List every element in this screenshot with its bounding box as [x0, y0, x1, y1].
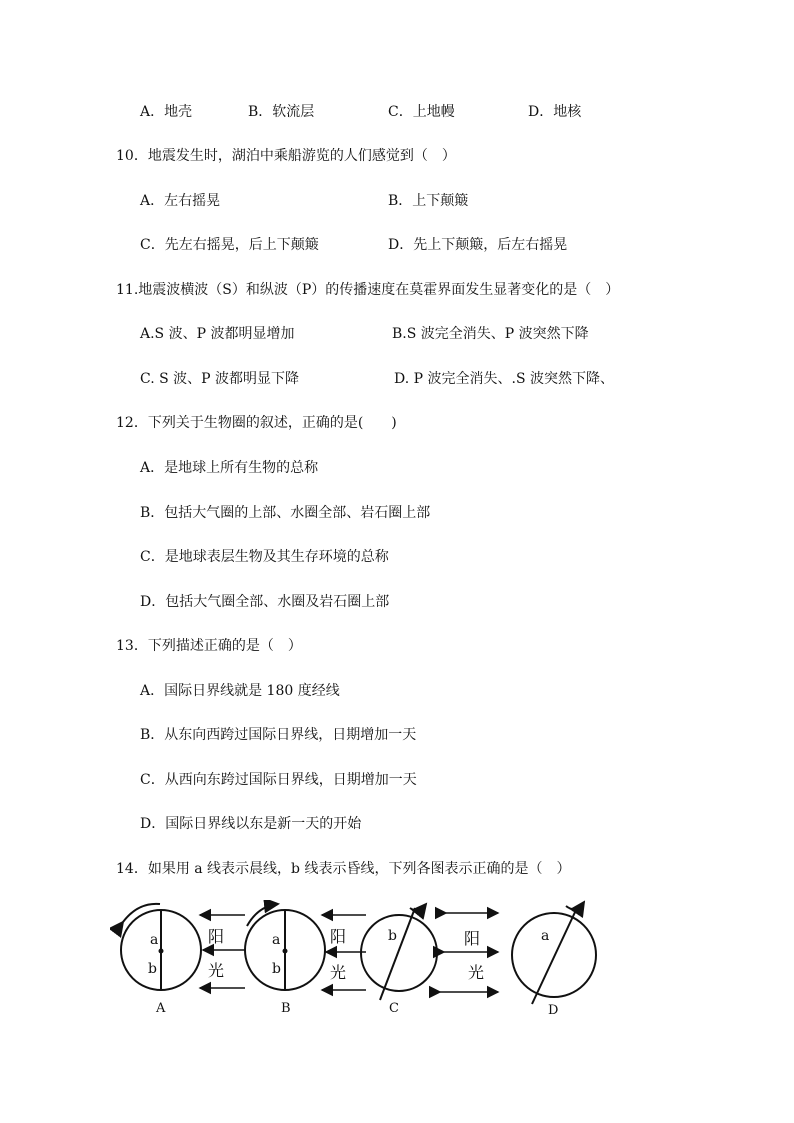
figure-b [245, 904, 366, 1016]
figure-c-sun-label-top: 阳 [464, 929, 481, 948]
terminator-diagram [110, 900, 610, 1020]
figure-a-label-a: a [150, 932, 159, 948]
figure-c [361, 904, 498, 1016]
q12-option-c: C．是地球表层生物及其生存环境的总称 [140, 549, 389, 565]
q10-option-b: B．上下颠簸 [388, 193, 469, 209]
q13-option-a: A．国际日界线就是 180 度经线 [140, 683, 340, 699]
figure-a-rotation-arrow [123, 904, 160, 922]
q9-option-c: C．上地幔 [388, 104, 455, 120]
q12-option-b: B．包括大气圈的上部、水圈全部、岩石圈上部 [140, 505, 431, 521]
figure-d-caption: D [548, 1003, 559, 1018]
figure-c-rotation-arrow [410, 904, 426, 910]
q12-option-d: D．包括大气圈全部、水圈及岩石圈上部 [140, 594, 390, 610]
figure-b-caption: B [281, 1001, 291, 1016]
figure-a-pole-dot [159, 949, 164, 954]
q10-stem: 10．地震发生时，湖泊中乘船游览的人们感觉到（ ） [116, 148, 456, 164]
figure-c-terminator [380, 908, 415, 1000]
q10-option-a: A．左右摇晃 [140, 193, 221, 209]
q11-option-b: B.S 波完全消失、P 波突然下降 [392, 326, 589, 342]
q9-option-a: A．地壳 [140, 104, 193, 120]
figure-d-terminator [532, 910, 576, 1004]
q11-option-c: C. S 波、P 波都明显下降 [140, 371, 300, 387]
q9-option-b: B．软流层 [248, 104, 315, 120]
q14-stem: 14．如果用 a 线表示晨线，b 线表示昏线，下列各图表示正确的是（ ） [116, 861, 571, 877]
figure-b-rotation-arrow [247, 904, 278, 926]
figure-b-label-b: b [272, 961, 281, 977]
figure-c-caption: C [389, 1001, 399, 1016]
q13-option-d: D．国际日界线以东是新一天的开始 [140, 816, 362, 832]
figure-b-label-a: a [272, 932, 281, 948]
q13-option-c: C．从西向东跨过国际日界线，日期增加一天 [140, 772, 417, 788]
figure-c-label-b: b [388, 928, 397, 944]
figure-a-caption: A [156, 1001, 166, 1016]
figure-c-earth [361, 915, 437, 991]
figure-a-label-b: b [148, 961, 157, 977]
q10-option-d: D．先上下颠簸，后左右摇晃 [388, 237, 568, 253]
figure-d [512, 902, 596, 1018]
figure-b-sun-label-top: 阳 [330, 927, 347, 946]
q9-option-d: D．地核 [528, 104, 582, 120]
figure-b-pole-dot [283, 949, 288, 954]
figure-d-rotation-arrow [566, 902, 584, 909]
q10-option-c: C．先左右摇晃，后上下颠簸 [140, 237, 319, 253]
figure-a [121, 904, 245, 1016]
figure-a-sun-label-bottom: 光 [208, 961, 225, 980]
q12-option-a: A．是地球上所有生物的总称 [140, 460, 319, 476]
q11-stem: 11.地震波横波（S）和纵波（P）的传播速度在莫霍界面发生显著变化的是（ ） [116, 282, 620, 298]
q11-option-a: A.S 波、P 波都明显增加 [140, 326, 295, 342]
q11-option-d: D. P 波完全消失、.S 波突然下降、 [394, 371, 614, 387]
q12-stem: 12．下列关于生物圈的叙述，正确的是( ) [116, 415, 397, 431]
figure-a-sun-label-top: 阳 [208, 927, 225, 946]
figure-b-sun-label-bottom: 光 [330, 963, 347, 982]
q13-option-b: B．从东向西跨过国际日界线，日期增加一天 [140, 727, 417, 743]
figure-c-sun-label-bottom: 光 [468, 963, 485, 982]
figure-d-label-a: a [541, 928, 550, 944]
q13-stem: 13．下列描述正确的是（ ） [116, 638, 302, 654]
